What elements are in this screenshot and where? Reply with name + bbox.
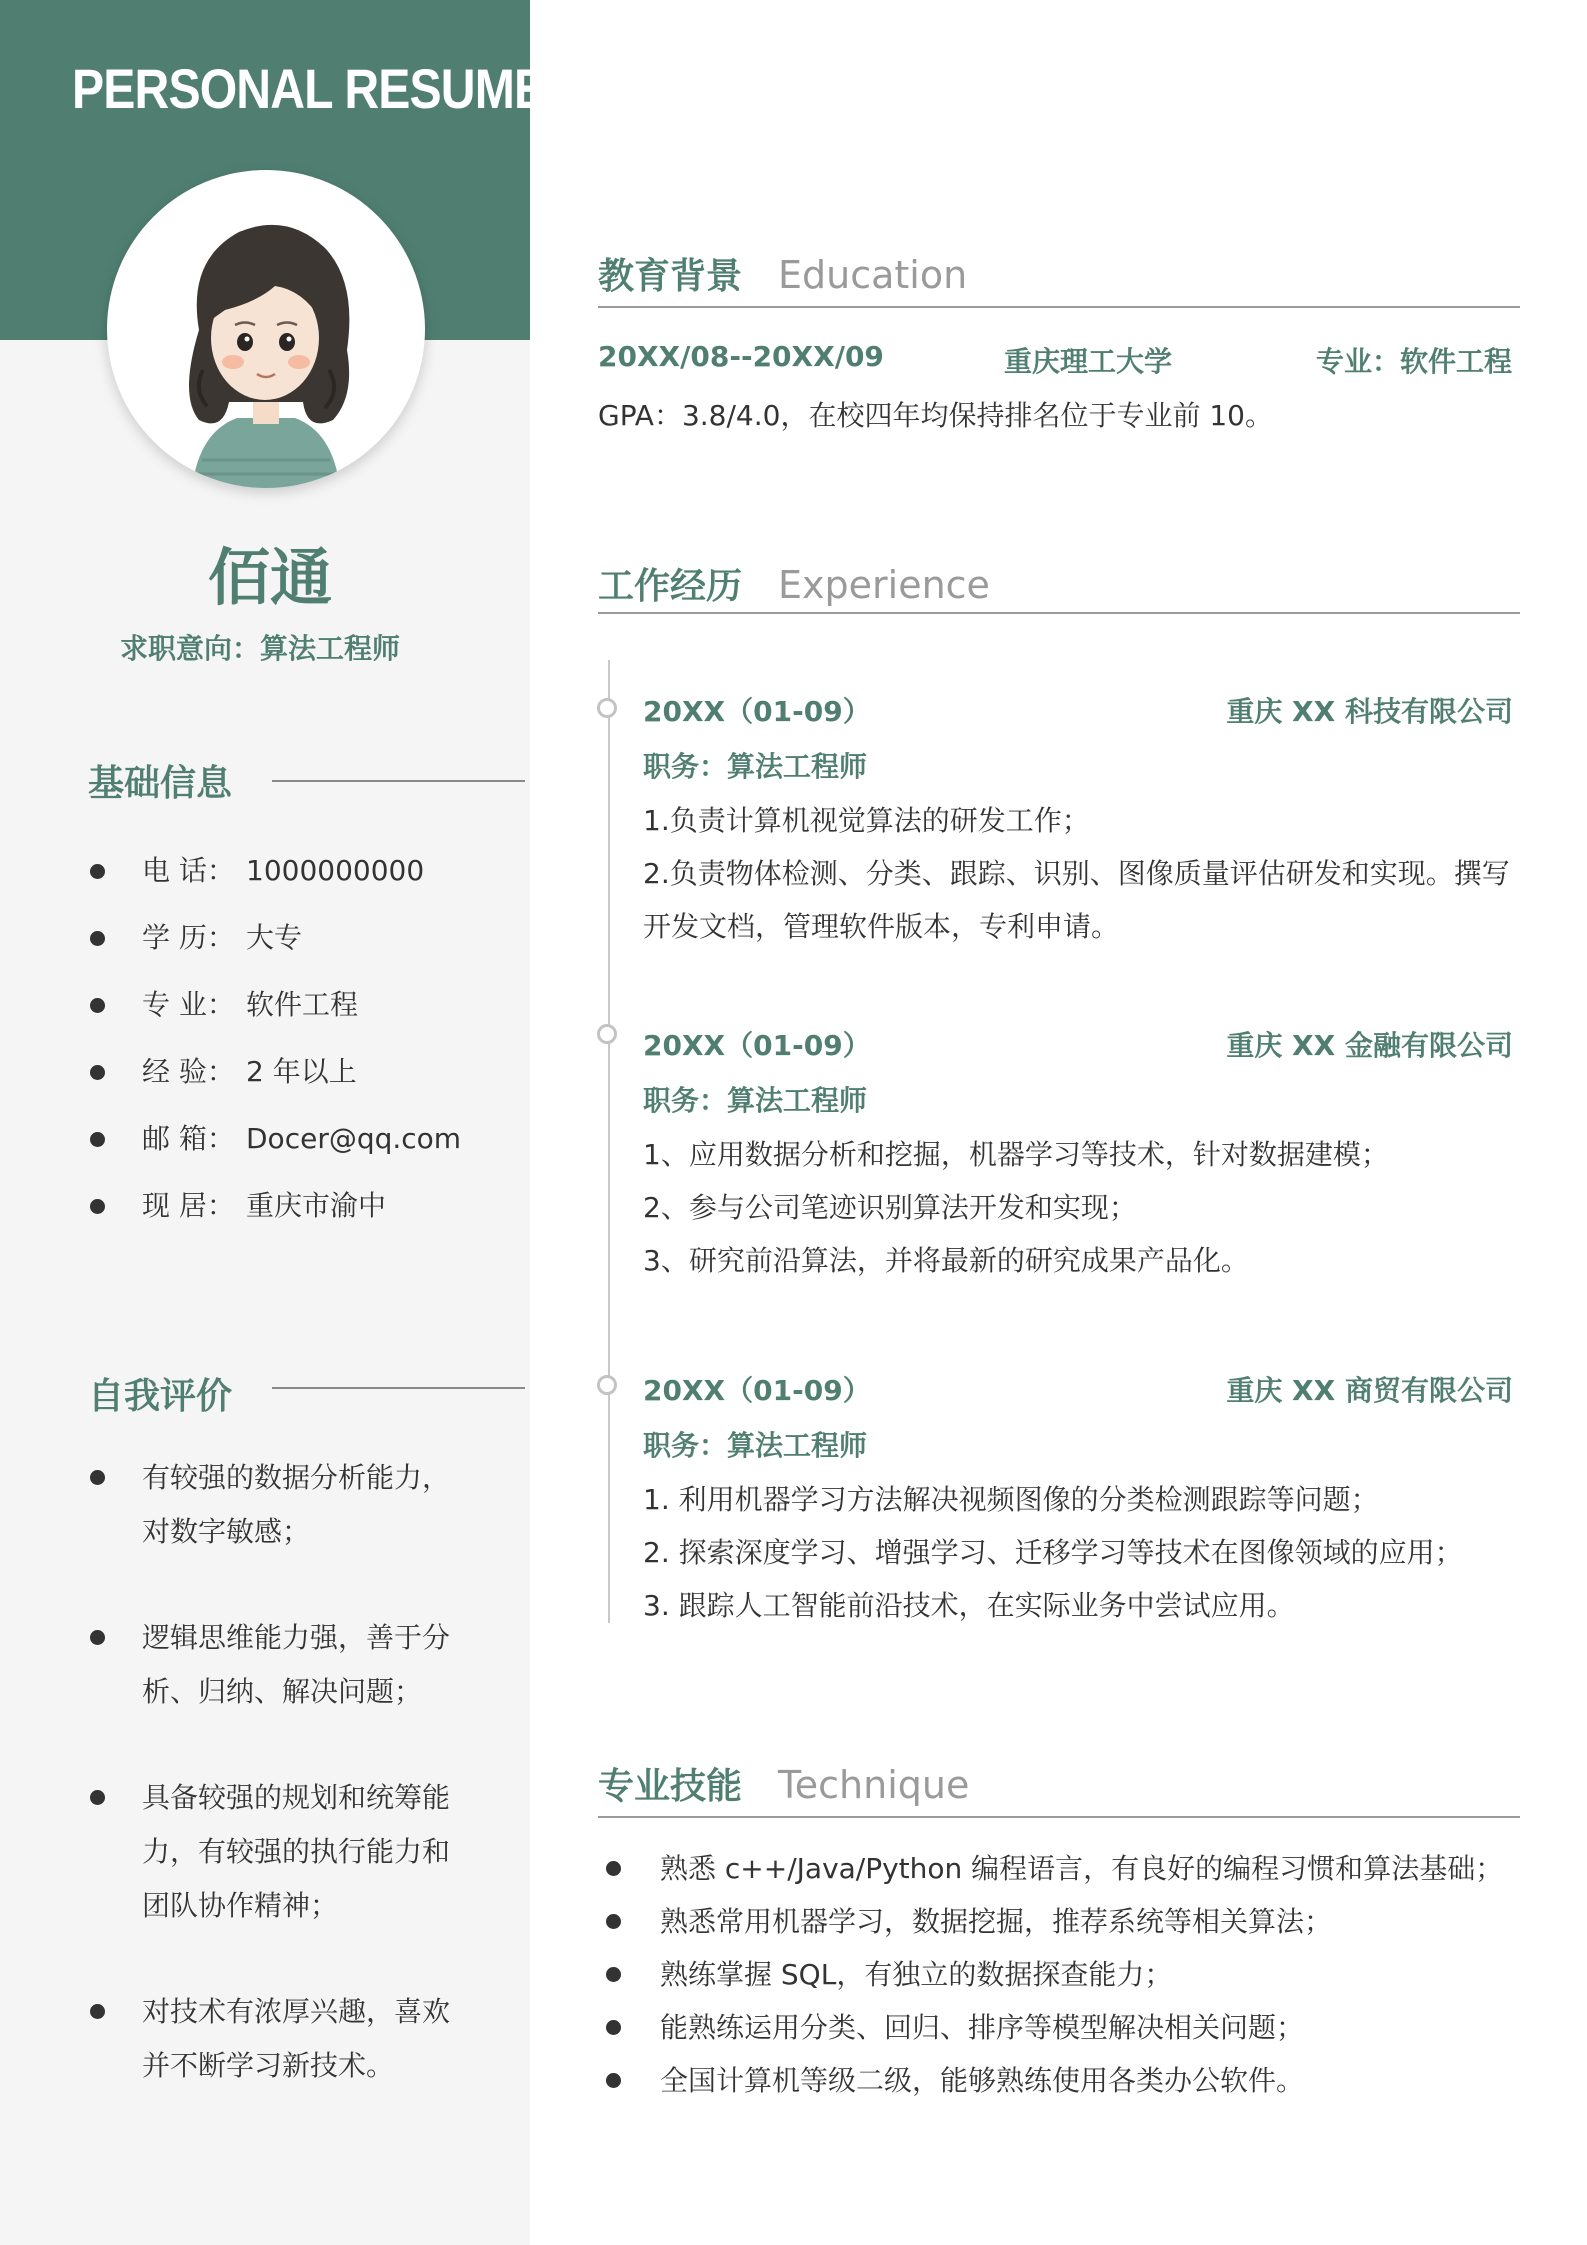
- job-entry: [643, 1369, 1513, 1632]
- bullet-icon: [90, 1199, 105, 1214]
- skill-item: 熟练掌握 SQL，有独立的数据探查能力；: [600, 1948, 1503, 2001]
- job-line: 3. 跟踪人工智能前沿技术，在实际业务中尝试应用。: [643, 1589, 1295, 1622]
- info-item-residence: 现 居： 重庆市渝中: [0, 1185, 461, 1252]
- skill-item: 能熟练运用分类、回归、排序等模型解决相关问题；: [600, 2001, 1503, 2054]
- job-line: 1、应用数据分析和挖掘，机器学习等技术，针对数据建模；: [643, 1138, 1389, 1171]
- job-intent: 求职意向：算法工程师: [119, 632, 400, 665]
- job-entry: [643, 690, 1513, 953]
- brand-title: PERSONAL RESUME: [72, 57, 546, 120]
- basic-info-list: [0, 850, 461, 1252]
- bullet-icon: [606, 1861, 621, 1876]
- bullet-icon: [606, 2073, 621, 2088]
- education-heading: 教育背景 Education: [598, 253, 968, 297]
- job-company: 重庆 XX 商贸有限公司: [1226, 1374, 1513, 1407]
- info-item-email: 邮 箱： Docer@qq.com: [0, 1118, 461, 1185]
- info-item-education: 学 历： 大专: [0, 917, 461, 984]
- job-line: 1.负责计算机视觉算法的研发工作；: [643, 804, 1090, 837]
- info-item-major: 专 业： 软件工程: [0, 984, 461, 1051]
- job-role: 职务：算法工程师: [643, 750, 868, 783]
- education-period: 20XX/08--20XX/09: [598, 340, 884, 373]
- job-line: 3、研究前沿算法，并将最新的研究成果产品化。: [643, 1244, 1249, 1277]
- self-eval-item: 有较强的数据分析能力，对数字敏感；: [142, 1451, 467, 1559]
- job-period: 20XX（01-09）: [643, 695, 871, 728]
- bullet-icon: [90, 1065, 105, 1080]
- job-period: 20XX（01-09）: [643, 1029, 871, 1062]
- timeline-node: [597, 1024, 617, 1044]
- timeline-node: [597, 698, 617, 718]
- bullet-icon: [90, 1630, 105, 1645]
- education-row: [598, 340, 1513, 380]
- candidate-name: 佰通: [207, 541, 332, 614]
- bullet-icon: [90, 864, 105, 879]
- skill-item: 熟悉 c++/Java/Python 编程语言，有良好的编程习惯和算法基础；: [600, 1842, 1503, 1895]
- avatar: [107, 170, 425, 488]
- job-role: 职务：算法工程师: [643, 1429, 868, 1462]
- info-item-experience: 经 验： 2 年以上: [0, 1051, 461, 1118]
- skill-item: 熟悉常用机器学习，数据挖掘，推荐系统等相关算法；: [600, 1895, 1503, 1948]
- bullet-icon: [606, 1967, 621, 1982]
- skill-item: 全国计算机等级二级，能够熟练使用各类办公软件。: [600, 2054, 1503, 2107]
- job-entry: [643, 1024, 1513, 1287]
- bullet-icon: [90, 1790, 105, 1805]
- self-eval-item: 逻辑思维能力强，善于分析、归纳、解决问题；: [142, 1611, 467, 1719]
- job-company: 重庆 XX 金融有限公司: [1226, 1029, 1513, 1062]
- experience-divider: [598, 612, 1520, 614]
- job-period: 20XX（01-09）: [643, 1374, 871, 1407]
- skills-list: [600, 1842, 1503, 2107]
- bullet-icon: [606, 1914, 621, 1929]
- education-major: 专业：软件工程: [1316, 345, 1513, 378]
- job-role: 职务：算法工程师: [643, 1084, 868, 1117]
- job-line: 2. 探索深度学习、增强学习、迁移学习等技术在图像领域的应用；: [643, 1536, 1463, 1569]
- basic-info-divider: [272, 780, 525, 782]
- experience-heading: 工作经历 Experience: [598, 563, 990, 607]
- job-line: 1. 利用机器学习方法解决视频图像的分类检测跟踪等问题；: [643, 1483, 1379, 1516]
- experience-timeline: [608, 660, 610, 1623]
- skills-divider: [598, 1816, 1520, 1818]
- self-eval-item: 具备较强的规划和统筹能力，有较强的执行能力和团队协作精神；: [142, 1771, 467, 1933]
- self-eval-item: 对技术有浓厚兴趣，喜欢并不断学习新技术。: [142, 1985, 467, 2093]
- job-line: 2.负责物体检测、分类、跟踪、识别、图像质量评估研发和实现。撰写开发文档，管理软件版本，专利申请。: [643, 857, 1510, 943]
- bullet-icon: [90, 931, 105, 946]
- education-school: 重庆理工大学: [1004, 345, 1173, 378]
- bullet-icon: [606, 2020, 621, 2035]
- avatar-illustration: [107, 170, 425, 488]
- education-gpa: GPA：3.8/4.0，在校四年均保持排名位于专业前 10。: [598, 399, 1273, 432]
- bullet-icon: [90, 1470, 105, 1485]
- info-item-phone: 电 话： 1000000000: [0, 850, 461, 917]
- education-divider: [598, 306, 1520, 308]
- self-eval-divider: [272, 1387, 525, 1389]
- skills-heading: 专业技能 Technique: [598, 1763, 970, 1807]
- bullet-icon: [90, 2004, 105, 2019]
- bullet-icon: [90, 1132, 105, 1147]
- self-eval-heading: 自我评价: [88, 1376, 233, 1417]
- job-line: 2、参与公司笔迹识别算法开发和实现；: [643, 1191, 1137, 1224]
- job-company: 重庆 XX 科技有限公司: [1226, 695, 1513, 728]
- basic-info-heading: 基础信息: [88, 763, 233, 804]
- timeline-node: [597, 1375, 617, 1395]
- bullet-icon: [90, 998, 105, 1013]
